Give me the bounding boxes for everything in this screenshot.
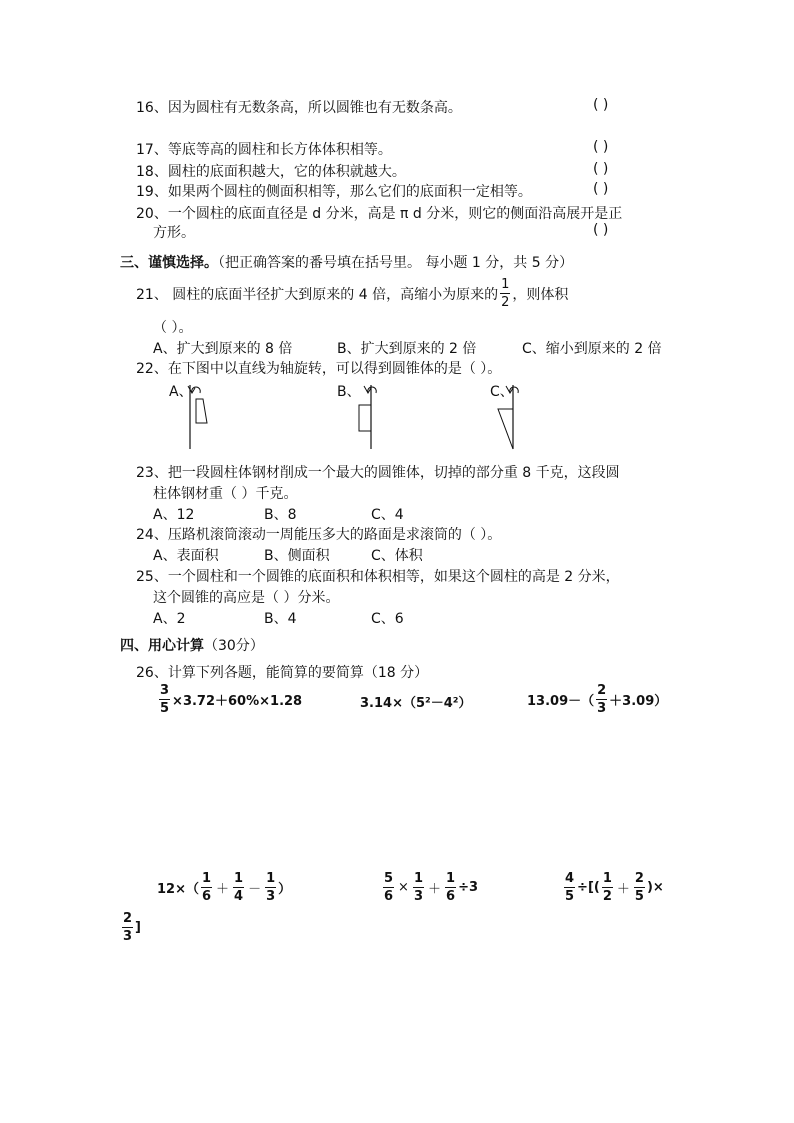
triangle-shape [498, 409, 513, 449]
fraction-numerator: 1 [413, 871, 423, 886]
fraction-numerator: 5 [384, 871, 394, 886]
times-sign: × [398, 880, 409, 895]
expression-5 [381, 872, 478, 903]
fraction-1-3 [413, 872, 424, 903]
q25-option-a[interactable]: A、2 [153, 611, 186, 627]
answer-paren-16[interactable]: ( ) [593, 97, 609, 113]
fraction-denominator: 5 [565, 889, 575, 904]
fraction-numerator: 1 [266, 871, 276, 886]
fraction-2-5 [634, 872, 645, 903]
section-4-title: 四、用心计算 [120, 638, 204, 654]
fraction-2-3 [122, 912, 133, 943]
q23-option-c[interactable]: C、4 [371, 507, 404, 523]
q21-option-c[interactable]: C、缩小到原来的 2 倍 [522, 341, 662, 357]
section-3-heading [120, 252, 573, 272]
fraction-numerator: 2 [597, 683, 607, 698]
expression-1-text: ×3.72＋60%×1.28 [172, 694, 303, 709]
question-21-answer-paren[interactable]: （ ）。 [153, 320, 193, 336]
fraction-numerator: 1 [201, 871, 212, 886]
q22-label-a[interactable]: A、 [169, 384, 193, 400]
expression-3 [527, 684, 667, 715]
fraction-4-5 [564, 872, 575, 903]
question-23-line1: 23、把一段圆柱体钢材削成一个最大的圆锥体，切掉的部分重 8 千克，这段圆 [136, 465, 620, 481]
q22-label-c[interactable]: C、 [490, 384, 514, 400]
plus-sign: ＋ [216, 882, 230, 897]
fraction-denominator: 2 [501, 295, 510, 310]
question-20-line1: 20、一个圆柱的底面直径是 d 分米，高是 π d 分米，则它的侧面沿高展开是正 [136, 206, 623, 222]
q24-option-a[interactable]: A、表面积 [153, 548, 219, 564]
q24-option-c[interactable]: C、体积 [371, 548, 423, 564]
expression-3-end: ＋3.09） [609, 694, 668, 709]
question-22: 22、在下图中以直线为轴旋转，可以得到圆锥体的是（ ）。 [136, 361, 502, 377]
fraction-numerator: 1 [234, 871, 244, 886]
expression-4 [157, 872, 291, 903]
question-23-line2: 柱体钢材重（ ）千克。 [153, 486, 298, 502]
trapezoid-shape [196, 399, 207, 423]
section-4-heading [120, 635, 264, 655]
fraction-denominator: 3 [123, 929, 133, 944]
fraction-5-6 [383, 872, 394, 903]
fraction-1-2 [602, 872, 613, 903]
rectangle-shape [359, 405, 371, 431]
expression-3-start: 13.09－（ [527, 694, 595, 709]
question-19: 19、如果两个圆柱的侧面积相等，那么它们的底面积一定相等。 [136, 184, 532, 200]
section-3-note: （把正确答案的番号填在括号里。 每小题 1 分，共 5 分） [218, 255, 574, 271]
fraction-numerator: 3 [160, 683, 170, 698]
answer-paren-20[interactable]: ( ) [593, 222, 609, 238]
fraction-3-5 [159, 684, 170, 715]
expression-4-close: ） [278, 882, 292, 897]
question-18: 18、圆柱的底面积越大，它的体积就越大。 [136, 164, 406, 180]
question-20-line2: 方形。 [153, 225, 195, 241]
q24-option-b[interactable]: B、侧面积 [264, 548, 330, 564]
question-21-text-end: ，则体积 [512, 286, 569, 303]
fraction-numerator: 1 [501, 277, 510, 292]
expression-1 [157, 684, 302, 715]
q22-label-b[interactable]: B、 [337, 384, 361, 400]
answer-paren-19[interactable]: ( ) [593, 181, 609, 197]
fraction-numerator: 1 [602, 871, 612, 886]
fraction-1-3 [265, 872, 276, 903]
expression-6-continued [120, 912, 141, 943]
expression-6-close: )× [646, 880, 664, 895]
question-17: 17、等底等高的圆柱和长方体体积相等。 [136, 142, 392, 158]
fraction-1-6 [201, 872, 212, 903]
expression-6 [562, 872, 664, 903]
q21-option-a[interactable]: A、扩大到原来的 8 倍 [153, 341, 293, 357]
fraction-denominator: 6 [384, 889, 394, 904]
plus-sign: ＋ [616, 882, 630, 897]
fraction-one-half [500, 278, 510, 309]
q23-option-a[interactable]: A、12 [153, 507, 195, 523]
fraction-denominator: 3 [597, 701, 607, 716]
question-21-line1 [136, 278, 568, 309]
q25-option-b[interactable]: B、4 [264, 611, 297, 627]
fraction-numerator: 4 [565, 871, 575, 886]
q23-option-b[interactable]: B、8 [264, 507, 297, 523]
question-16: 16、因为圆柱有无数条高，所以圆锥也有无数条高。 [136, 100, 462, 116]
fraction-1-6 [445, 872, 456, 903]
question-25-line2: 这个圆锥的高应是（ ）分米。 [153, 590, 340, 606]
fraction-denominator: 6 [446, 889, 456, 904]
q22-figure-b [354, 379, 394, 451]
q22-figure-c [494, 379, 534, 451]
fraction-denominator: 3 [413, 889, 423, 904]
fraction-numerator: 2 [634, 871, 644, 886]
question-25-line1: 25、一个圆柱和一个圆锥的底面积和体积相等，如果这个圆柱的高是 2 分米， [136, 569, 620, 585]
fraction-denominator: 6 [201, 889, 212, 904]
fraction-denominator: 2 [602, 889, 612, 904]
answer-paren-18[interactable]: ( ) [593, 161, 609, 177]
expression-4-start: 12×（ [157, 882, 199, 897]
fraction-denominator: 5 [634, 889, 644, 904]
plus-sign: ＋ [428, 882, 442, 897]
fraction-denominator: 4 [234, 889, 244, 904]
expression-6-bracket-end: ] [135, 920, 141, 935]
answer-paren-17[interactable]: ( ) [593, 139, 609, 155]
question-26: 26、计算下列各题，能简算的要简算（18 分） [136, 665, 429, 681]
fraction-numerator: 2 [123, 911, 133, 926]
question-24: 24、压路机滚筒滚动一周能压多大的路面是求滚筒的（ ）。 [136, 527, 502, 543]
fraction-denominator: 3 [266, 889, 276, 904]
fraction-2-3 [596, 684, 607, 715]
expression-6-divide: ÷[( [577, 880, 600, 895]
section-3-title: 三、谨慎选择。 [120, 255, 218, 271]
question-21-text: 21、 圆柱的底面半径扩大到原来的 4 倍，高缩小为原来的 [136, 286, 499, 303]
q25-option-c[interactable]: C、6 [371, 611, 404, 627]
minus-sign: － [248, 882, 262, 897]
fraction-denominator: 5 [160, 701, 170, 716]
q22-figure-a [176, 379, 216, 451]
section-4-score: （30分） [204, 638, 264, 654]
expression-2: 3.14×（5²－4²） [360, 696, 472, 711]
q21-option-b[interactable]: B、扩大到原来的 2 倍 [337, 341, 477, 357]
expression-5-end: ÷3 [458, 880, 479, 895]
fraction-numerator: 1 [446, 871, 456, 886]
fraction-1-4 [233, 872, 244, 903]
